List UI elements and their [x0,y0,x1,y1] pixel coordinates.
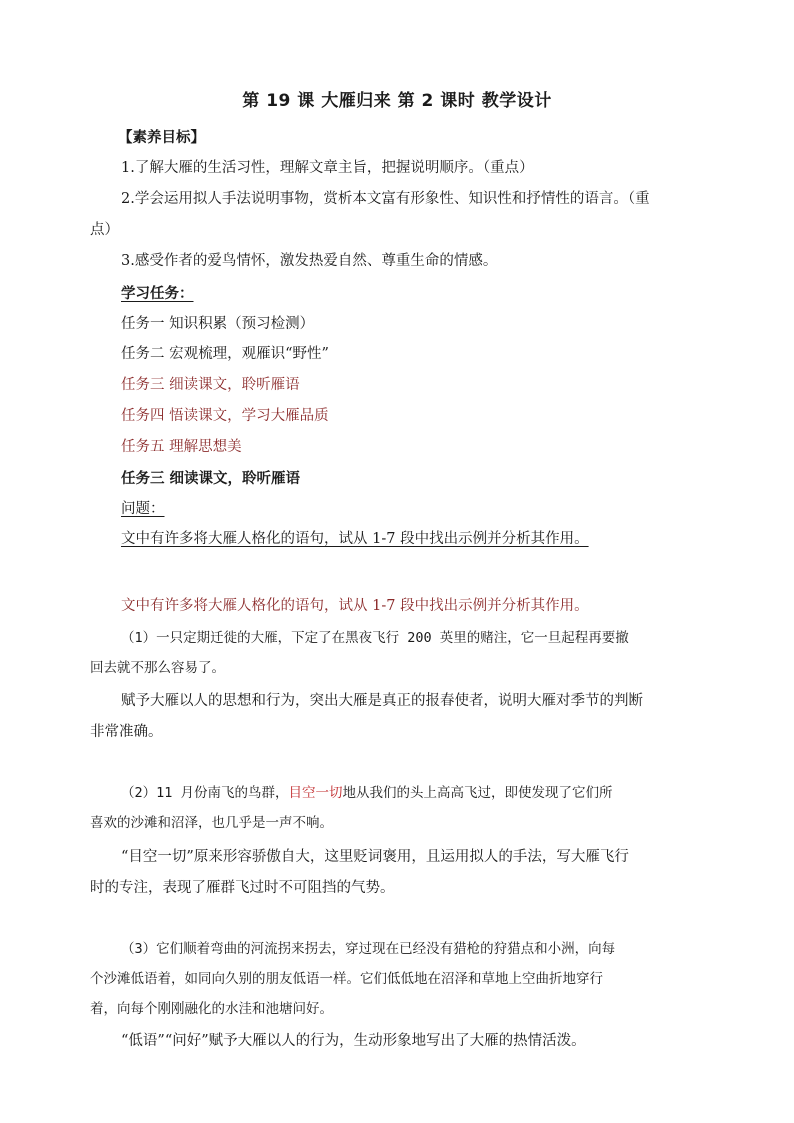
answer-3-line-1: “低语”“问好”赋予大雁以人的行为，生动形象地写出了大雁的热情活泼。 [121,1033,586,1049]
question-label: 问题： [121,501,165,517]
answer-1-line-2: 非常准确。 [90,724,163,740]
task-item-3: 任务三 细读课文，聆听雁语 [121,377,300,393]
page-title: 第 19 课 大雁归来 第 2 课时 教学设计 [242,91,552,111]
answer-1-line-1: 赋予大雁以人的思想和行为，突出大雁是真正的报春使者，说明大雁对季节的判断 [121,693,643,709]
task-item-1: 任务一 知识积累（预习检测） [121,316,315,332]
example-2-highlight: 目空一切 [288,785,343,801]
section-heading: 任务三 细读课文，聆听雁语 [121,471,301,487]
question-repeat: 文中有许多将大雁人格化的语句，试从 1-7 段中找出示例并分析其作用。 [121,598,589,614]
goal-item-2-cont: 点） [90,222,119,238]
goal-item-2: 2.学会运用拟人手法说明事物，赏析本文富有形象性、知识性和抒情性的语言。（重 [121,191,650,207]
example-1-line-1: （1）一只定期迁徙的大雁，下定了在黑夜飞行 200 英里的赌注，它一旦起程再要撤 [121,630,629,646]
task-item-2: 任务二 宏观梳理，观雁识“野性” [121,346,329,362]
task-item-5: 任务五 理解思想美 [121,439,242,455]
goal-item-1: 1.了解大雁的生活习性，理解文章主旨，把握说明顺序。（重点） [121,160,534,176]
goals-heading: 【素养目标】 [118,130,205,146]
example-2-line-1 [121,781,613,801]
example-2-pre: （2）11 月份南飞的鸟群， [121,785,289,801]
tasks-heading: 学习任务： [121,286,194,302]
example-3-line-3: 着，向每个刚刚融化的水洼和池塘问好。 [90,1001,333,1017]
example-2-line-2: 喜欢的沙滩和沼泽，也几乎是一声不响。 [90,815,333,831]
example-3-line-1: （3）它们顺着弯曲的河流拐来拐去，穿过现在已经没有猎枪的狩猎点和小洲，向每 [121,941,616,957]
answer-2-line-2: 时的专注，表现了雁群飞过时不可阻挡的气势。 [90,880,395,896]
question-text: 文中有许多将大雁人格化的语句，试从 1-7 段中找出示例并分析其作用。 [121,531,589,547]
example-3-line-2: 个沙滩低语着，如同向久别的朋友低语一样。它们低低地在沼泽和草地上空曲折地穿行 [90,971,603,987]
goal-item-3: 3.感受作者的爱鸟情怀，激发热爱自然、尊重生命的情感。 [121,253,498,269]
task-item-4: 任务四 悟读课文，学习大雁品质 [121,408,329,424]
example-1-line-2: 回去就不那么容易了。 [90,660,225,676]
answer-2-line-1: “目空一切”原来形容骄傲自大，这里贬词褒用，且运用拟人的手法，写大雁飞行 [121,849,629,865]
example-2-post: 地从我们的头上高高飞过，即使发现了它们所 [342,785,613,801]
